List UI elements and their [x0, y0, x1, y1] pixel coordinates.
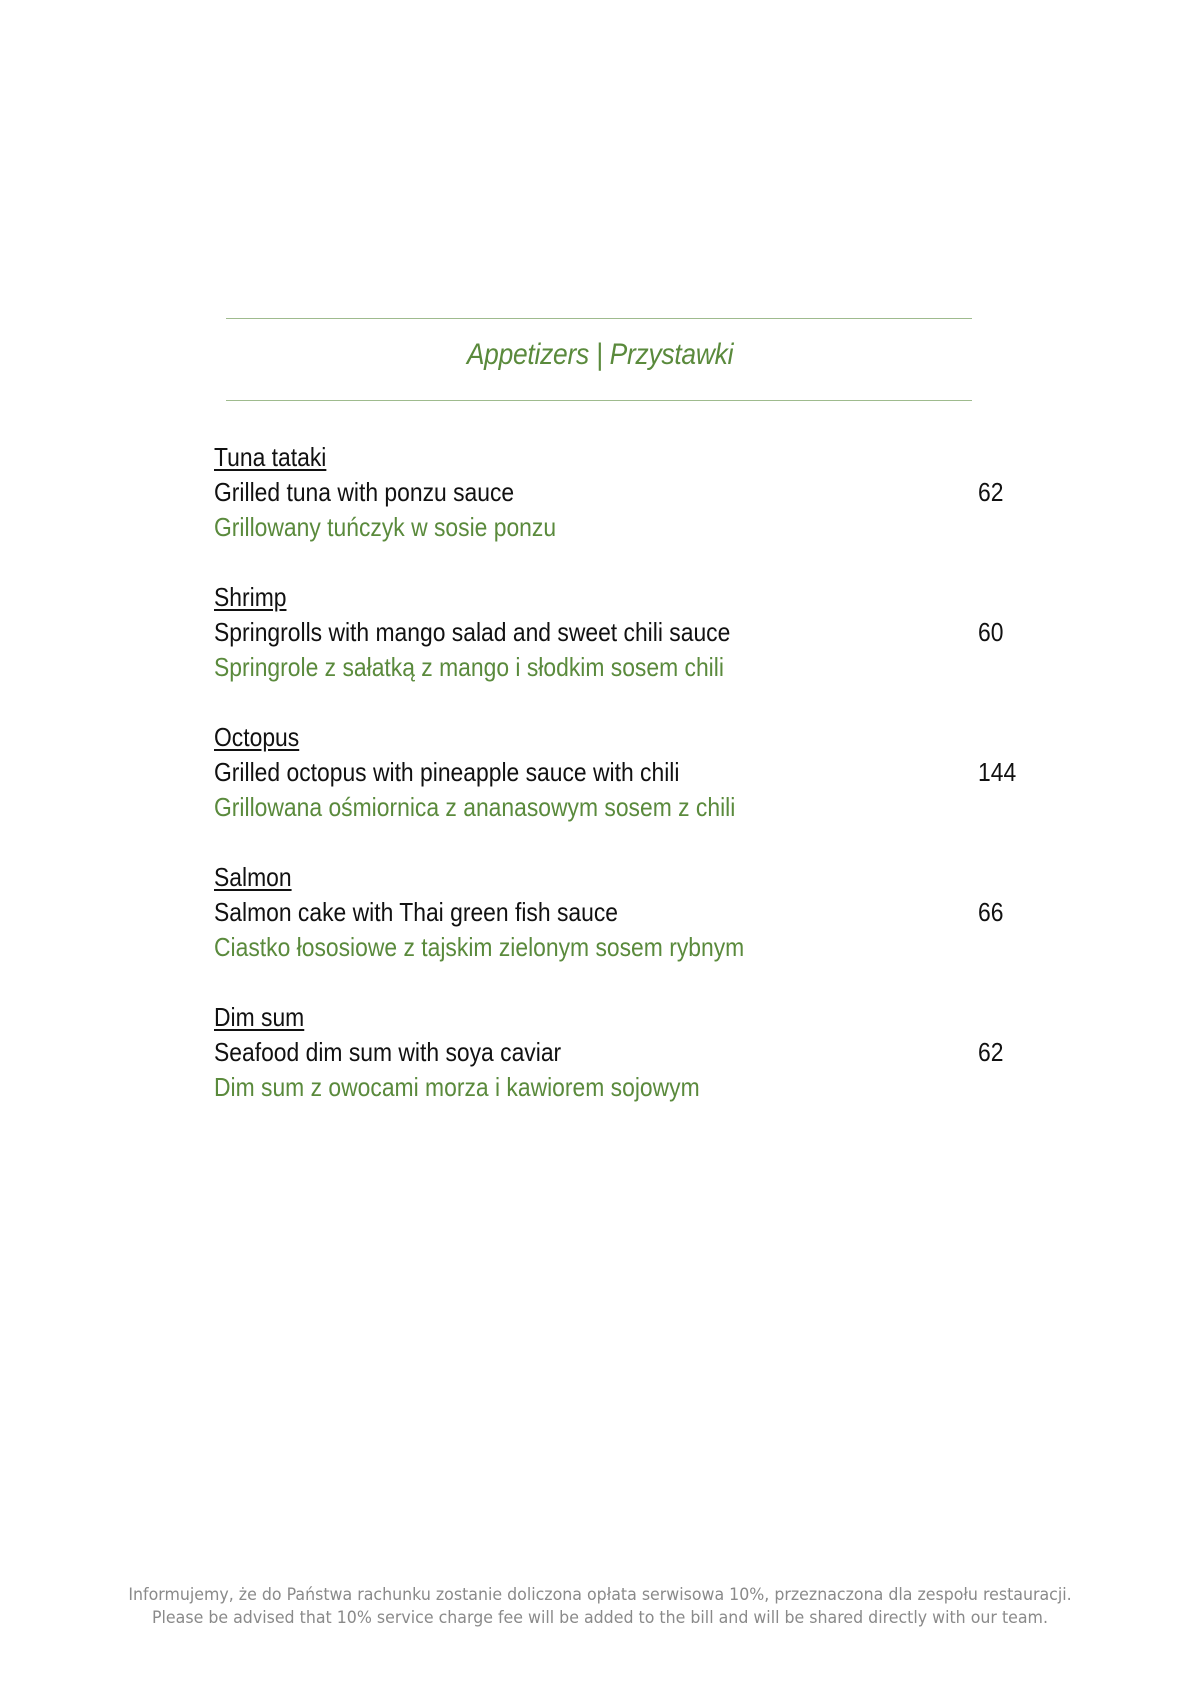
heading-bottom-rule	[226, 400, 972, 401]
menu-item	[214, 440, 1054, 580]
service-charge-notice	[0, 1584, 1200, 1630]
item-description-en: Seafood dim sum with soya caviar	[214, 1037, 562, 1067]
service-charge-notice-en: Please be advised that 10% service charge fee will be added to the bill and will be shared directly with our team.	[152, 1608, 1048, 1628]
heading-top-rule	[226, 318, 972, 319]
item-description-pl: Grillowana ośmiornica z ananasowym sosem z chili	[214, 792, 736, 822]
item-description-pl: Springrole z sałatką z mango i słodkim sosem chili	[214, 652, 724, 682]
item-description-en: Grilled tuna with ponzu sauce	[214, 477, 515, 507]
item-price: 62	[978, 1037, 1004, 1067]
item-name: Dim sum	[214, 1002, 305, 1032]
item-description-pl: Dim sum z owocami morza i kawiorem sojowym	[214, 1072, 700, 1102]
item-description-en: Salmon cake with Thai green fish sauce	[214, 897, 619, 927]
menu-item	[214, 720, 1054, 860]
item-description-en: Grilled octopus with pineapple sauce with chili	[214, 757, 680, 787]
item-price: 62	[978, 477, 1004, 507]
menu-item-list	[214, 440, 1054, 1140]
item-name: Salmon	[214, 862, 292, 892]
menu-item	[214, 860, 1054, 1000]
item-name: Tuna tataki	[214, 442, 327, 472]
item-description-pl: Ciastko łososiowe z tajskim zielonym sosem rybnym	[214, 932, 745, 962]
service-charge-notice-pl: Informujemy, że do Państwa rachunku zostanie doliczona opłata serwisowa 10%, przeznaczona dla zespołu restauracji.	[128, 1585, 1072, 1605]
section-title: Appetizers | Przystawki	[466, 338, 734, 371]
item-price: 144	[978, 757, 1017, 787]
item-description-pl: Grillowany tuńczyk w sosie ponzu	[214, 512, 557, 542]
item-description-en: Springrolls with mango salad and sweet chili sauce	[214, 617, 731, 647]
item-name: Shrimp	[214, 582, 287, 612]
item-name: Octopus	[214, 722, 300, 752]
menu-item	[214, 580, 1054, 720]
item-price: 66	[978, 897, 1004, 927]
item-price: 60	[978, 617, 1004, 647]
menu-item	[214, 1000, 1054, 1140]
